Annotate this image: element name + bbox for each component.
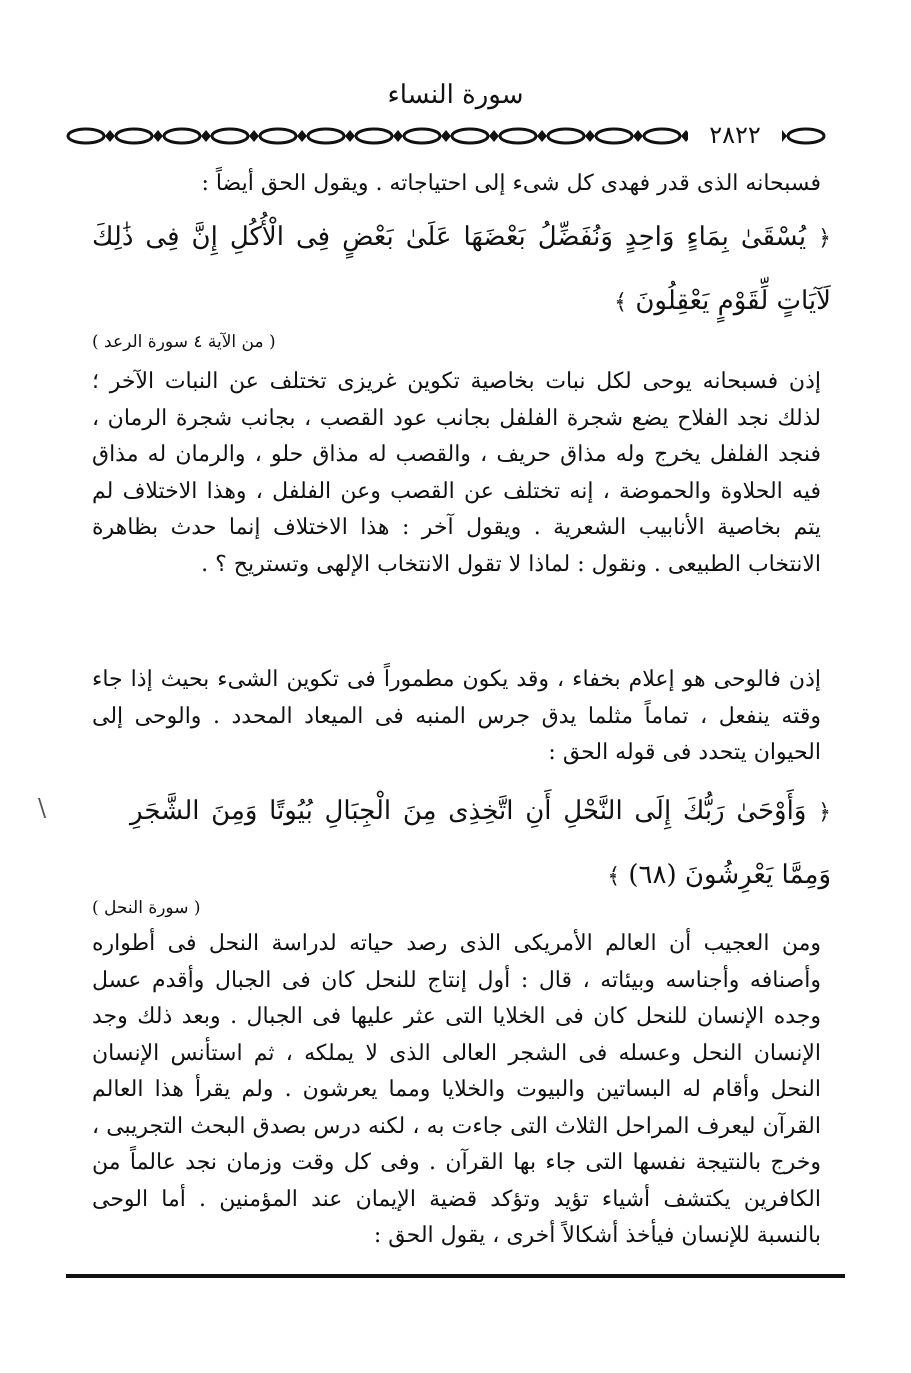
ornament-oval [308, 129, 344, 143]
quran-verse-nahl [130, 780, 831, 908]
ornament-oval [164, 129, 200, 143]
ornament-oval [596, 129, 632, 143]
page-number: ٢٨٢٢ [688, 118, 782, 152]
ornament-oval [788, 129, 824, 143]
verse-text: يُسْقَىٰ بِمَاءٍ وَاحِدٍ وَنُفَضِّلُ بَعْضَهَا عَلَىٰ بَعْضٍ فِى الْأُكُلِ إِنَّ فِى ذَٰلِكَ لَآيَاتٍ لِّقَوْمٍ يَعْقِلُونَ [92, 222, 831, 316]
ornament-oval [212, 129, 248, 143]
ornament-oval [116, 129, 152, 143]
ornament-oval [500, 129, 536, 143]
margin-mark: \ [38, 794, 47, 822]
verse-open-bracket: ﴿ [818, 800, 832, 825]
ornament-oval [548, 129, 584, 143]
ornament-oval [68, 129, 104, 143]
ornament-diamond [537, 130, 547, 142]
paragraph-revelation: إذن فالوحى هو إعلام بخفاء ، وقد يكون مطموراً فى تكوين الشىء بحيث إذا جاء وقته ينفعل ، تماماً مثلما يدق جرس المنبه فى الميعاد المحدد . والوحى إلى الحيوان يتحدد فى قوله الحق : [92, 667, 821, 765]
paragraph-intro: فسبحانه الذى قدر فهدى كل شىء إلى احتياجاته . ويقول الحق أيضاً : [201, 171, 821, 196]
ornament-diamond [441, 130, 451, 142]
ornament-diamond [633, 130, 643, 142]
ornament-diamond [297, 130, 307, 142]
ornament-diamond [393, 130, 403, 142]
paragraph-bees: ومن العجيب أن العالم الأمريكى الذى رصد حياته لدراسة النحل فى أطواره وأصنافه وأجناسه وبيئاته ، قال : أول إنتاج للنحل كان فى الجبال وأقدم عسل وجده الإنسان للنحل كان فى الخلايا التى عثر عليها فى الجبال . وبعد ذلك وجد الإنسان النحل وعسله فى الشجر العالى الذى لا يملكه ، ثم استأنس الإنسان النحل وأقام له البساتين والبيوت والخلايا ومما يعرشون . ولم يقرأ هذا العالم القرآن ليعرف المراحل الثلاث التى جاءت به ، لكنه درس بصدق البحث التجريبى ، وخرج بالنتيجة نفسها التى جاء بها القرآن . وفى كل وقت وزمان نجد عالماً من الكافرين يكتشف أشياء تؤيد وتؤكد قضية الإيمان عند المؤمنين . أما الوحى بالنسبة للإنسان فيأخذ أشكالاً أخرى ، يقول الحق : [92, 931, 821, 1248]
ornament-diamond [153, 130, 163, 142]
ornament-diamond [345, 130, 355, 142]
ornament-diamond [249, 130, 259, 142]
ornament-oval [356, 129, 392, 143]
verse-number: (٦٨) [628, 860, 677, 890]
ornament-oval [452, 129, 488, 143]
ornament-diamond [201, 130, 211, 142]
verse-open-bracket: ﴿ [818, 226, 832, 251]
ornament-diamond [105, 130, 115, 142]
paragraph-plants: إذن فسبحانه يوحى لكل نبات بخاصية تكوين غريزى تختلف عن النبات الآخر ؛ لذلك نجد الفلاح يضع شجرة الفلفل بجانب عود القصب ، بجانب شجرة الرمان ، فنجد الفلفل يخرج وله مذاق حريف ، والقصب له مذاق حلو ، والرمان له مذاق فيه الحلاوة والحموضة ، إنه تختلف عن القصب وعن الفلفل ، وهذا الاختلاف لم يتم بخاصية الأنابيب الشعرية . ويقول آخر : هذا الاختلاف إنما حدث بظاهرة الانتخاب الطبيعى . ونقول : لماذا لا تقول الانتخاب الإلهى وتستريح ؟ . [92, 369, 821, 577]
verse-text: وَأَوْحَىٰ رَبُّكَ إِلَى النَّحْلِ أَنِ اتَّخِذِى مِنَ الْجِبَالِ بُيُوتًا وَمِنَ الشَّجَرِ وَمِمَّا يَعْرِشُونَ [130, 796, 831, 890]
ornament-diamond [489, 130, 499, 142]
ornament-diamond [585, 130, 595, 142]
verse-close-bracket: ﴾ [607, 864, 621, 889]
footer-rule [66, 1274, 845, 1278]
quran-verse-raad [92, 206, 831, 334]
ornament-oval [404, 129, 440, 143]
verse-close-bracket: ﴾ [614, 290, 628, 315]
ornament-oval [644, 129, 680, 143]
citation-raad: ( من الآية ٤ سورة الرعد ) [92, 332, 276, 352]
surah-title: سورة النساء [387, 80, 524, 110]
citation-nahl: ( سورة النحل ) [92, 898, 201, 918]
ornament-oval [260, 129, 296, 143]
